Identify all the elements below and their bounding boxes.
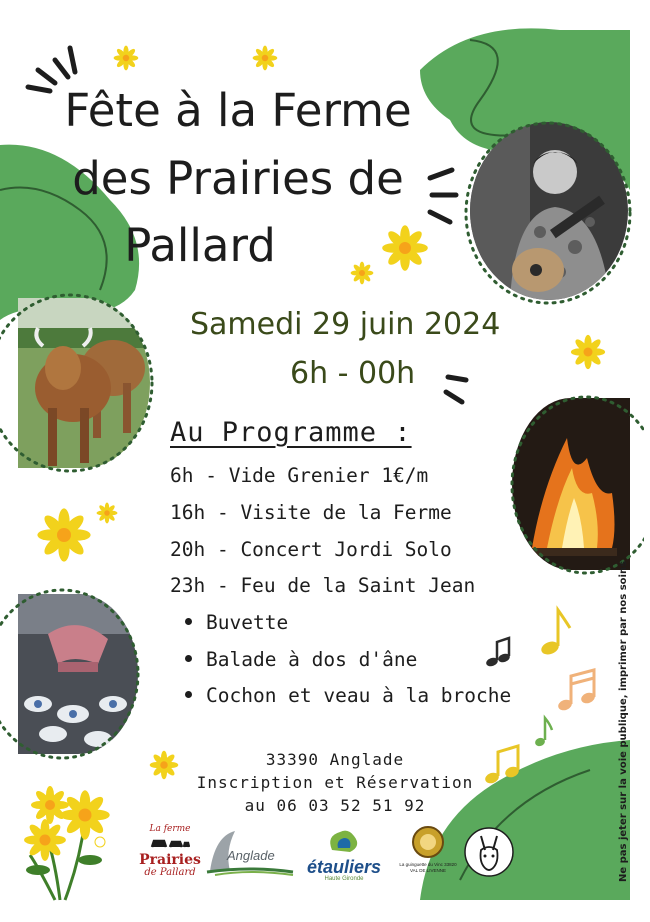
anglade-logo: Anglade: [205, 826, 295, 876]
contact-phone: au 06 03 52 51 92: [244, 796, 426, 815]
extra-item: [185, 684, 511, 707]
music-note-icon: [485, 638, 511, 668]
dotted-ring: [0, 586, 150, 762]
donkey-logo: [463, 826, 515, 882]
bullet-icon: [185, 618, 192, 625]
title-line-2: des Prairies de: [72, 152, 404, 205]
music-note-icon: [539, 610, 570, 657]
music-note-icon: [534, 718, 552, 747]
programme-heading: Au Programme :: [170, 417, 412, 448]
ferme-logo: La ferme Prairies de Pallard: [139, 824, 201, 878]
extra-item-label: Cochon et veau à la broche: [206, 684, 512, 707]
music-notes: [470, 600, 600, 800]
dotted-ring: [504, 392, 644, 578]
schedule-item: 23h - Feu de la Saint Jean: [170, 574, 476, 597]
contact-address: 33390 Anglade: [265, 750, 405, 769]
schedule-item: 20h - Concert Jordi Solo: [170, 538, 452, 561]
event-hours: 6h - 00h: [290, 356, 416, 391]
donkey-icon: [463, 826, 515, 878]
music-note-icon: [557, 670, 597, 712]
music-note-icon: [484, 746, 521, 785]
title-line-3: Pallard: [124, 219, 276, 272]
bullet-icon: [185, 655, 192, 662]
bullet-icon: [185, 691, 192, 698]
guinguette-logo: La guinguette du Vinc 33820 VAL DE LIVENNE: [398, 826, 458, 882]
animals-icon: [150, 837, 190, 849]
dotted-ring: [460, 118, 636, 308]
event-date: Samedi 29 juin 2024: [190, 307, 501, 342]
dotted-ring: [0, 290, 160, 476]
extra-item-label: Buvette: [206, 611, 289, 634]
contact-inscription: Inscription et Réservation: [196, 773, 474, 792]
disclaimer-text: Ne pas jeter sur la voie publique, imprimer par nos soins: [618, 560, 629, 882]
title-line-1: Fête à la Ferme: [64, 84, 412, 137]
extra-item-label: Balade à dos d'âne: [206, 648, 418, 671]
schedule-item: 16h - Visite de la Ferme: [170, 501, 452, 524]
extra-item: [185, 611, 288, 634]
schedule-item: 6h - Vide Grenier 1€/m: [170, 464, 429, 487]
etauliers-logo: étauliers Haute Gironde: [298, 826, 390, 882]
guinguette-emblem-icon: [412, 826, 444, 858]
extra-item: [185, 648, 417, 671]
etauliers-emblem-icon: [324, 826, 364, 854]
